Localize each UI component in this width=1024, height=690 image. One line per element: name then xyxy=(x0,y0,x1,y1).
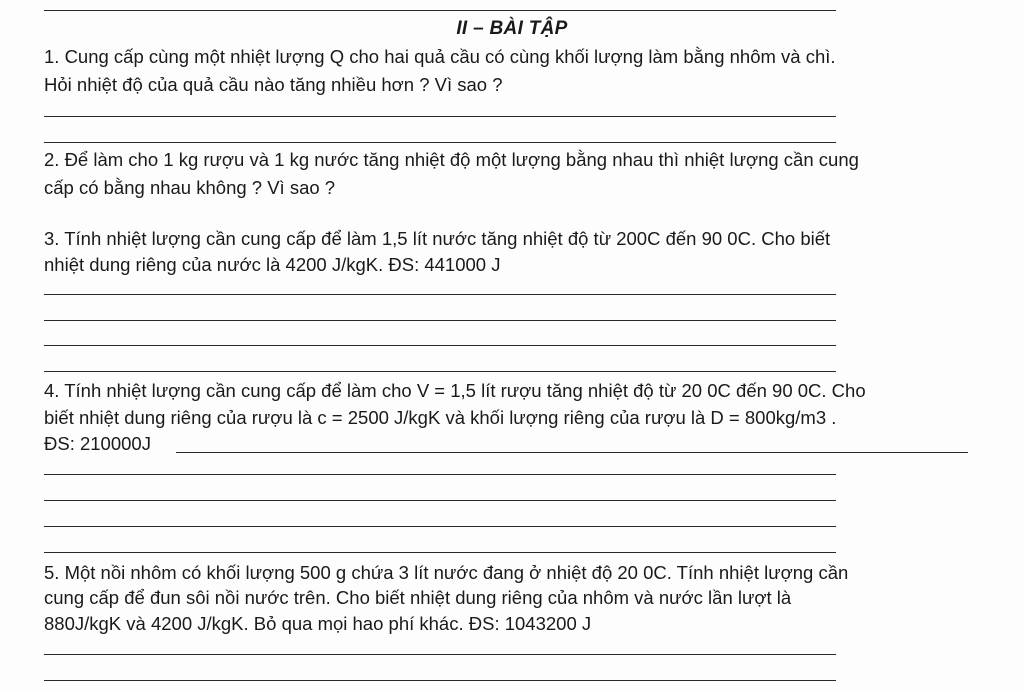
question-4-line-3: ĐS: 210000J xyxy=(44,433,151,454)
question-4-line-2: biết nhiệt dung riêng của rượu là c = 2500 J/kgK và khối lượng riêng của rượu là D = 800kg/m3 . xyxy=(44,407,837,428)
question-4-line-1: 4. Tính nhiệt lượng cần cung cấp để làm cho V = 1,5 lít rượu tăng nhiệt độ từ 20 0C đến 90 0C. Cho xyxy=(44,380,866,401)
answer-line xyxy=(44,10,836,11)
answer-line xyxy=(176,452,968,453)
answer-line xyxy=(44,680,836,681)
question-2-line-2: cấp có bằng nhau không ? Vì sao ? xyxy=(44,177,336,198)
question-2-line-1: 2. Để làm cho 1 kg rượu và 1 kg nước tăng nhiệt độ một lượng bằng nhau thì nhiệt lượng cần cung xyxy=(44,149,859,170)
question-1-line-1: 1. Cung cấp cùng một nhiệt lượng Q cho hai quả cầu có cùng khối lượng làm bằng nhôm và chì. xyxy=(44,46,836,67)
answer-line xyxy=(44,500,836,501)
answer-line xyxy=(44,474,836,475)
answer-line xyxy=(44,654,836,655)
answer-line xyxy=(44,371,836,372)
answer-line xyxy=(44,526,836,527)
answer-line xyxy=(44,142,836,143)
question-5-line-1: 5. Một nồi nhôm có khối lượng 500 g chứa 3 lít nước đang ở nhiệt độ 20 0C. Tính nhiệt lượng cần xyxy=(44,562,849,583)
answer-line xyxy=(44,294,836,295)
question-3-line-1: 3. Tính nhiệt lượng cần cung cấp để làm 1,5 lít nước tăng nhiệt độ từ 200C đến 90 0C. Cho biết xyxy=(44,228,831,249)
question-3-line-2: nhiệt dung riêng của nước là 4200 J/kgK. ĐS: 441000 J xyxy=(44,254,501,275)
answer-line xyxy=(44,345,836,346)
section-title: II – BÀI TẬP xyxy=(456,18,568,39)
answer-line xyxy=(44,552,836,553)
question-5-line-2: cung cấp để đun sôi nồi nước trên. Cho biết nhiệt dung riêng của nhôm và nước lần lượt là xyxy=(44,587,792,608)
question-1-line-2: Hỏi nhiệt độ của quả cầu nào tăng nhiều hơn ? Vì sao ? xyxy=(44,74,503,95)
question-5-line-3: 880J/kgK và 4200 J/kgK. Bỏ qua mọi hao phí khác. ĐS: 1043200 J xyxy=(44,613,592,634)
answer-line xyxy=(44,320,836,321)
answer-line xyxy=(44,116,836,117)
